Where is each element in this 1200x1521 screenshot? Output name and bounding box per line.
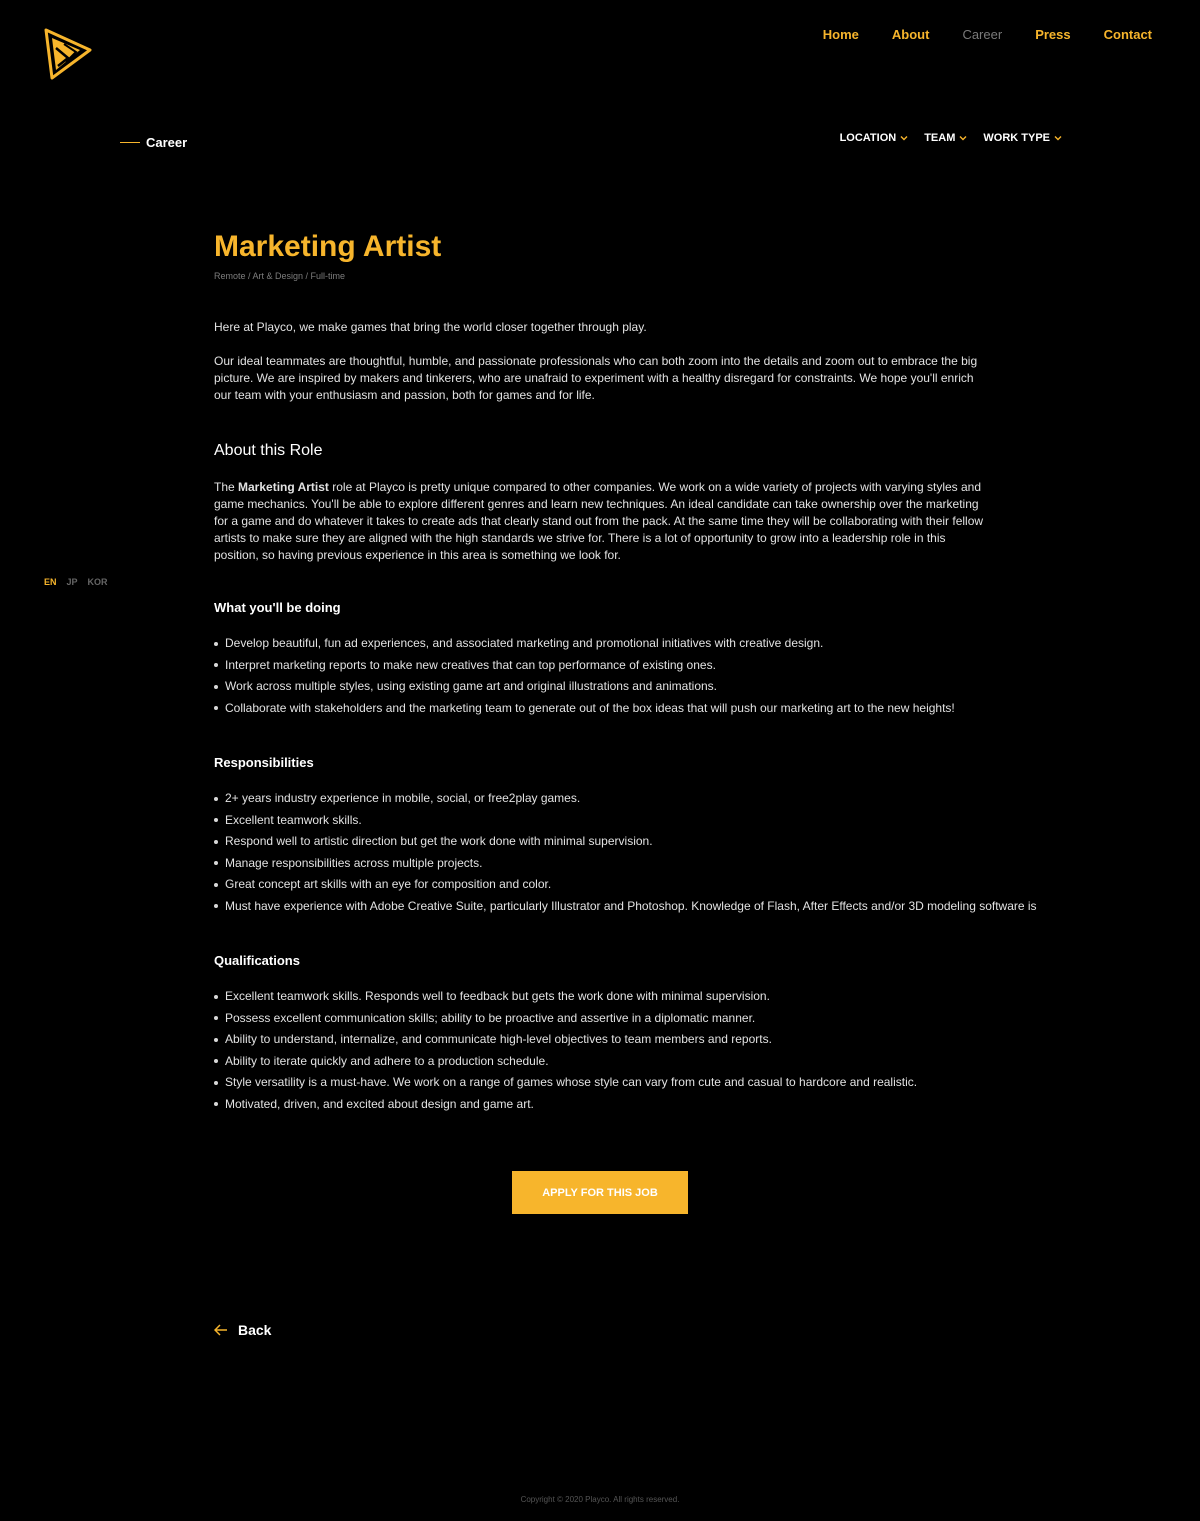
playco-logo[interactable]	[44, 28, 92, 80]
list-item	[214, 1094, 1062, 1116]
intro-paragraph-2: Our ideal teammates are thoughtful, humble, and passionate professionals who can both zoom into the details and zoom out to embrace the big picture. We are inspired by makers and tinkerers, who are unafraid to experiment with a healthy disregard for constraints. We hope you'll enrich our team with your enthusiasm and passion, both for games and for life.	[214, 354, 978, 402]
back-label: Back	[238, 1322, 272, 1338]
list-item-text: Possess excellent communication skills; ability to be proactive and assertive in a diplomatic manner.	[225, 1010, 756, 1025]
responsibilities-list	[214, 788, 1062, 917]
top-navigation	[790, 27, 1152, 43]
chevron-down-icon	[900, 134, 908, 142]
chevron-down-icon	[959, 134, 967, 142]
role-description	[214, 479, 989, 564]
list-item-text: Motivated, driven, and excited about design and game art.	[225, 1096, 534, 1111]
lang-kor[interactable]: KOR	[87, 577, 108, 587]
intro-paragraph: Here at Playco, we make games that bring the world closer together through play.	[214, 320, 647, 334]
list-item-text: Respond well to artistic direction but get the work done with minimal supervision.	[225, 834, 653, 848]
section-label-text: Career	[146, 135, 188, 150]
list-item	[214, 874, 1062, 896]
bullet-icon	[214, 818, 218, 822]
list-item-text: Interpret marketing reports to make new creatives that can top performance of existing ones.	[225, 657, 716, 672]
list-item-text: Work across multiple styles, using existing game art and original illustrations and animations.	[225, 679, 718, 693]
list-item	[214, 810, 1062, 832]
job-filters	[824, 132, 1062, 144]
job-content	[214, 228, 1062, 1115]
filter-location-label: LOCATION	[839, 132, 897, 144]
bullet-icon	[214, 861, 218, 865]
lang-jp[interactable]: JP	[66, 577, 78, 587]
list-item	[214, 831, 1062, 853]
footer-copyright: Copyright © 2020 Playco. All rights reserved.	[520, 1495, 680, 1504]
bullet-icon	[214, 1038, 218, 1042]
list-item	[214, 986, 1062, 1008]
bullet-icon	[214, 883, 218, 887]
list-item	[214, 698, 1062, 720]
section-label-line	[120, 142, 140, 143]
bullet-icon	[214, 797, 218, 801]
bullet-icon	[214, 1081, 218, 1085]
list-item	[214, 1008, 1062, 1030]
bullet-icon	[214, 1102, 218, 1106]
list-item	[214, 896, 1062, 918]
list-item	[214, 853, 1062, 875]
role-text-prefix: The	[214, 480, 239, 494]
filter-team[interactable]	[924, 132, 967, 144]
nav-contact[interactable]: Contact	[1103, 27, 1152, 42]
filter-team-label: TEAM	[924, 132, 956, 144]
filter-work-type-label: WORK TYPE	[983, 132, 1050, 144]
apply-button[interactable]: APPLY FOR THIS JOB	[512, 1171, 688, 1214]
doing-heading: What you'll be doing	[214, 600, 341, 615]
list-item	[214, 655, 1062, 677]
list-item-text: Excellent teamwork skills. Responds well to feedback but gets the work done with minimal supervision.	[225, 989, 770, 1003]
role-heading: About this Role	[214, 442, 323, 459]
filter-work-type[interactable]	[983, 132, 1062, 144]
nav-about[interactable]: About	[891, 27, 930, 42]
section-label	[120, 135, 187, 150]
doing-list	[214, 633, 1062, 719]
list-item-text: Ability to understand, internalize, and communicate high-level objectives to team members and reports.	[225, 1032, 772, 1046]
job-meta: Remote / Art & Design / Full-time	[214, 271, 346, 281]
bullet-icon	[214, 904, 218, 908]
list-item	[214, 633, 1062, 655]
language-switcher	[44, 577, 118, 587]
filter-location[interactable]	[840, 132, 909, 144]
list-item	[214, 676, 1062, 698]
list-item-text: Must have experience with Adobe Creative Suite, particularly Illustrator and Photoshop. Knowledge of Flash, After Effects and/or 3D modeling software is	[225, 898, 1037, 913]
list-item-text: Collaborate with stakeholders and the marketing team to generate out of the box ideas that will push our marketing art to the new heights!	[225, 700, 955, 715]
lang-en[interactable]: EN	[44, 577, 57, 587]
back-link[interactable]	[214, 1322, 271, 1338]
bullet-icon	[214, 642, 218, 646]
nav-career[interactable]: Career	[962, 27, 1003, 42]
list-item	[214, 1029, 1062, 1051]
bullet-icon	[214, 685, 218, 689]
list-item-text: Great concept art skills with an eye for composition and color.	[225, 877, 552, 891]
qualifications-list	[214, 986, 1062, 1115]
chevron-down-icon	[1054, 134, 1062, 142]
list-item	[214, 788, 1062, 810]
bullet-icon	[214, 663, 218, 667]
bullet-icon	[214, 706, 218, 710]
bullet-icon	[214, 995, 218, 999]
list-item-text: Ability to iterate quickly and adhere to a production schedule.	[225, 1053, 549, 1068]
bullet-icon	[214, 1016, 218, 1020]
list-item-text: Excellent teamwork skills.	[225, 812, 362, 827]
qualifications-heading: Qualifications	[214, 953, 300, 968]
responsibilities-heading: Responsibilities	[214, 755, 314, 770]
bullet-icon	[214, 840, 218, 844]
list-item-text: 2+ years industry experience in mobile, social, or free2play games.	[225, 791, 581, 805]
list-item	[214, 1072, 1062, 1094]
arrow-left-icon	[214, 1324, 228, 1336]
list-item-text: Develop beautiful, fun ad experiences, and associated marketing and promotional initiatives with creative design.	[225, 636, 824, 650]
job-title: Marketing Artist	[214, 230, 442, 263]
nav-press[interactable]: Press	[1035, 27, 1071, 42]
role-text-bold: Marketing Artist	[238, 480, 329, 494]
bullet-icon	[214, 1059, 218, 1063]
list-item-text: Style versatility is a must-have. We work on a range of games whose style can vary from cute and casual to hardcore and realistic.	[225, 1075, 918, 1089]
role-text-rest: role at Playco is pretty unique compared to other companies. We work on a wide variety of projects with varying styles and game mechanics. You'll be able to explore different genres and learn new techniques. An ideal candidate can take ownership over the marketing for a game and do whatever it takes to create ads that clearly stand out from the pack. At the same time they will be collaborating with their fellow artists to make sure they are aligned with the high standards we strive for. There is a lot of opportunity to grow into a leadership role in this position, so having previous experience in this area is something we look for.	[214, 480, 984, 562]
nav-home[interactable]: Home	[822, 27, 859, 42]
list-item	[214, 1051, 1062, 1073]
list-item-text: Manage responsibilities across multiple projects.	[225, 855, 483, 870]
